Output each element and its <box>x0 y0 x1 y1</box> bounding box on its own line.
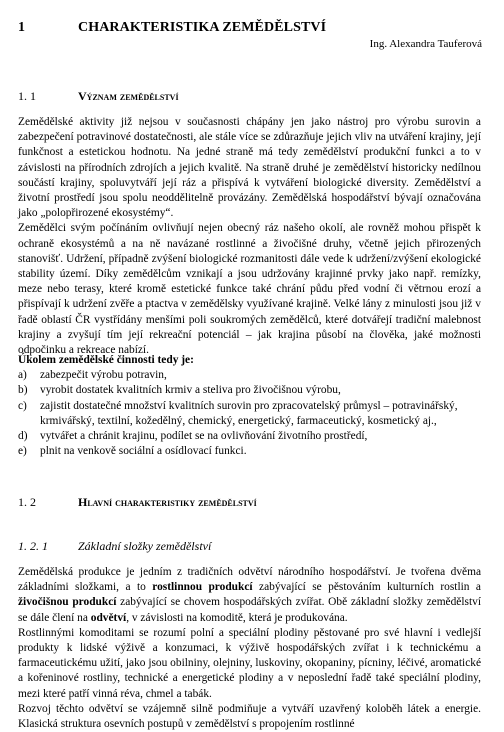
section-1-1-body <box>18 115 481 358</box>
section-1-2-1-title: Základní složky zemědělství <box>78 539 212 553</box>
tasks-list <box>18 353 481 459</box>
paragraph: Zemědělské aktivity již nejsou v současnosti chápány jen jako nástroj pro výrobu surovin a zabezpečení potravinové dostatečnosti, ale stále více se zdůrazňuje jejich vliv na utváření krajiny, její funkčnost a estetickou hodnotu. Na jedné straně má tedy zemědělství produkční funkci a to v závislosti na přírodních zdrojích a jejich kvalitě. Na straně druhé je zemědělství historicky nedílnou součástí krajiny, spoluvytváří její ráz a přispívá k vytváření biologické diversity. Zemědělství a životní prostředí jsou spolu neoddělitelně provázány. Zemědělská hospodářství bývají označována jako „polopřirozené ekosystémy“. <box>18 116 481 220</box>
tasks-title: Úkolem zemědělské činnosti tedy je: <box>18 354 194 366</box>
section-1-2-title: Hlavní charakteristiky zemědělství <box>78 495 257 509</box>
section-1-2-1-body <box>18 565 481 732</box>
list-marker: d) <box>18 430 28 443</box>
list-item <box>18 429 481 444</box>
list-marker: e) <box>18 445 27 458</box>
list-item-text: vytvářet a chránit krajinu, podílet se na ovlivňování životního prostředí, <box>40 430 368 443</box>
list-marker: a) <box>18 369 27 382</box>
paragraph: Zemědělská produkce je jedním z tradičních odvětví národního hospodářství. Je tvořena dvěma základními složkami, a to rostlinnou produkcí zabývající se pěstováním kulturních rostlin a živočišnou produkcí zabývající se chovem hospodářských zvířat. Obě základní složky zemědělství se dále člení na odvětví, v závislosti na komoditě, která je produkována. <box>18 566 481 624</box>
paragraph: Zemědělci svým počínáním ovlivňují nejen obecný ráz našeho okolí, ale rovněž mohou přispět k ochraně ekosystémů a na ně navázané rostlinné a živočišné druhy, včetně jejich přirozených stanovišť. Udržení, případně zvýšení biologické rozmanitosti dále vede k udržení/zvýšení ekologické stability území. Díky zemědělcům vznikají a jsou udržovány krajinné prvky jako např. remízky, meze nebo terasy, které kromě estetické funkce také chrání půdu před vodní či větrnou erozí a přispívají k udržení zvěře a ptactva v zemědělsky využívané krajině. Velké lány z minulosti jsou již v řadě oblastí ČR vystřídány menšími poli soukromých zemědělců, které dotvářejí tradiční malebnost krajiny a zvyšují tím její rekreační potenciál – jak krajina působí na člověka, jaké možnosti odpočinku a rekreace nabízí. <box>18 222 481 357</box>
list-item-text: zabezpečit výrobu potravin, <box>40 369 167 382</box>
term-rostlinna-produkce: rostlinnou produkcí <box>152 581 253 594</box>
list-item <box>18 399 481 429</box>
chapter-number: 1 <box>18 20 25 35</box>
paragraph: Rozvoj těchto odvětví se vzájemně silně podmiňuje a vytváří uzavřený koloběh látek a energie. Klasická struktura osevních postupů v zemědělství s propojením rostlinné <box>18 702 481 731</box>
section-1-2-1-number: 1. 2. 1 <box>18 539 48 553</box>
term-odvetvi: odvětví <box>90 611 127 624</box>
section-1-2-number: 1. 2 <box>18 495 36 509</box>
list-item <box>18 383 481 398</box>
term-zivocisna-produkce: živočišnou produkcí <box>18 596 117 609</box>
list-marker: b) <box>18 384 28 397</box>
list-item <box>18 368 481 383</box>
list-item-text: zajistit dostatečné množství kvalitních surovin pro zpracovatelský průmysl – potravinářský, krmivářský, textilní, kožedělný, chemický, energetický, farmaceutický, kosmetický aj., <box>40 399 458 427</box>
chapter-title: CHARAKTERISTIKA ZEMĚDĚLSTVÍ <box>78 20 327 35</box>
list-item-text: plnit na venkově sociální a osídlovací funkci. <box>40 445 247 458</box>
section-1-1-number: 1. 1 <box>18 89 36 103</box>
list-marker: c) <box>18 399 27 412</box>
list-item <box>18 444 481 459</box>
list-item-text: vyrobit dostatek kvalitních krmiv a steliva pro živočišnou výrobu, <box>40 384 341 397</box>
chapter-author: Ing. Alexandra Tauferová <box>369 38 482 50</box>
section-1-1-title: Význam zemědělství <box>78 89 179 103</box>
paragraph: Rostlinnými komoditami se rozumí polní a speciální plodiny pěstované pro své hlavní i vedlejší produkty k lidské výživě a konzumaci, k výživě hospodářských zvířat i k technickému a farmaceutickému užití, jako jsou obilniny, olejniny, luskoviny, okopaniny, pícniny, léčivé, aromatické a kořeninové rostliny, technické a energetické plodiny a v neposlední řadě také speciální plodiny, mezi které patří vinná réva, chmel a tabák. <box>18 626 481 700</box>
